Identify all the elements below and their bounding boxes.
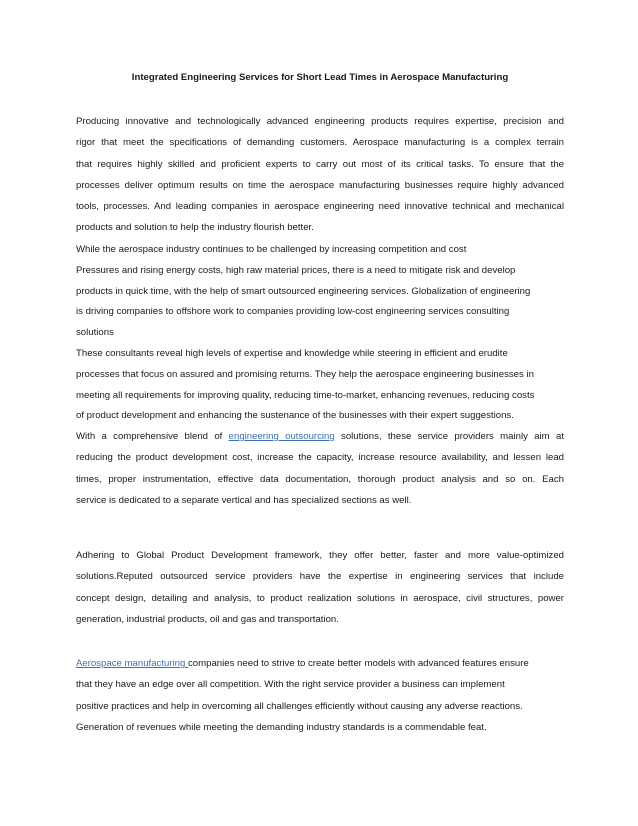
text-line: processes deliver optimum results on time the aerospace manufacturing businesses require highly advanced bbox=[76, 179, 564, 191]
text-segment: companies need to strive to create better models with advanced features ensure bbox=[188, 658, 529, 669]
text-line: reducing the product development cost, increase the capacity, increase resource availability, and lessen lead bbox=[76, 452, 564, 464]
text-line: generation, industrial products, oil and gas and transportation. bbox=[76, 613, 339, 625]
text-line: positive practices and help in overcoming all challenges efficiently without causing any adverse reactions. bbox=[76, 700, 523, 712]
text-line: solutions.Reputed outsourced service providers have the expertise in engineering services that include bbox=[76, 571, 564, 583]
document-title: Integrated Engineering Services for Short Lead Times in Aerospace Manufacturing bbox=[131, 72, 509, 83]
paragraph-framework bbox=[76, 545, 564, 630]
paragraph-competition bbox=[76, 240, 564, 427]
paragraph-manufacturing bbox=[76, 653, 564, 738]
paragraph-outsourcing bbox=[76, 426, 564, 511]
text-line: Producing innovative and technologically advanced engineering products requires expertise, precision and bbox=[76, 116, 564, 127]
text-segment: With a comprehensive blend of bbox=[76, 431, 229, 442]
text-line: processes that focus on assured and promising returns. They help the aerospace engineering businesses in bbox=[76, 368, 534, 380]
text-line: Adhering to Global Product Development framework, they offer better, faster and more value-optimized bbox=[76, 550, 564, 561]
text-line: While the aerospace industry continues to be challenged by increasing competition and cost bbox=[76, 244, 467, 255]
text-line: products in quick time, with the help of smart outsourced engineering services. Globalization of engineering bbox=[76, 285, 531, 297]
text-line: that they have an edge over all competition. With the right service provider a business can implement bbox=[76, 679, 505, 691]
text-line: concept design, detailing and analysis, to product realization solutions in aerospace, civil structures, power bbox=[76, 592, 564, 604]
text-line: times, proper instrumentation, effective data documentation, thorough product analysis and so on. Each bbox=[76, 473, 564, 485]
text-line: tools, processes. And leading companies in aerospace engineering need innovative technical and mechanical bbox=[76, 201, 564, 213]
text-line: of product development and enhancing the sustenance of the businesses with their expert suggestions. bbox=[76, 410, 514, 422]
text-line: Generation of revenues while meeting the demanding industry standards is a commendable feat. bbox=[76, 721, 487, 733]
text-line: These consultants reveal high levels of expertise and knowledge while steering in efficient and erudite bbox=[76, 347, 508, 359]
text-line: Pressures and rising energy costs, high raw material prices, there is a need to mitigate risk and develop bbox=[76, 264, 516, 276]
text-line: rigor that meet the specifications of demanding customers. Aerospace manufacturing is a complex terrain bbox=[76, 137, 564, 149]
text-line: is driving companies to offshore work to companies providing low-cost engineering services consulting bbox=[76, 306, 510, 318]
engineering-outsourcing-link[interactable]: engineering outsourcing bbox=[228, 431, 335, 442]
text-line bbox=[76, 426, 564, 447]
text-line: solutions bbox=[76, 327, 114, 339]
text-line bbox=[76, 653, 564, 674]
paragraph-intro bbox=[76, 111, 564, 239]
text-line: service is dedicated to a separate vertical and has specialized sections as well. bbox=[76, 494, 412, 506]
text-line: meeting all requirements for improving quality, reducing time-to-market, enhancing revenues, reducing costs bbox=[76, 389, 535, 401]
text-segment: solutions, these service providers mainly aim at bbox=[334, 431, 564, 442]
aerospace-manufacturing-link[interactable]: Aerospace manufacturing bbox=[76, 658, 188, 669]
text-line: that requires highly skilled and proficient experts to carry out most of its critical tasks. To ensure that the bbox=[76, 158, 564, 170]
text-line: products and solution to help the industry flourish better. bbox=[76, 222, 314, 234]
